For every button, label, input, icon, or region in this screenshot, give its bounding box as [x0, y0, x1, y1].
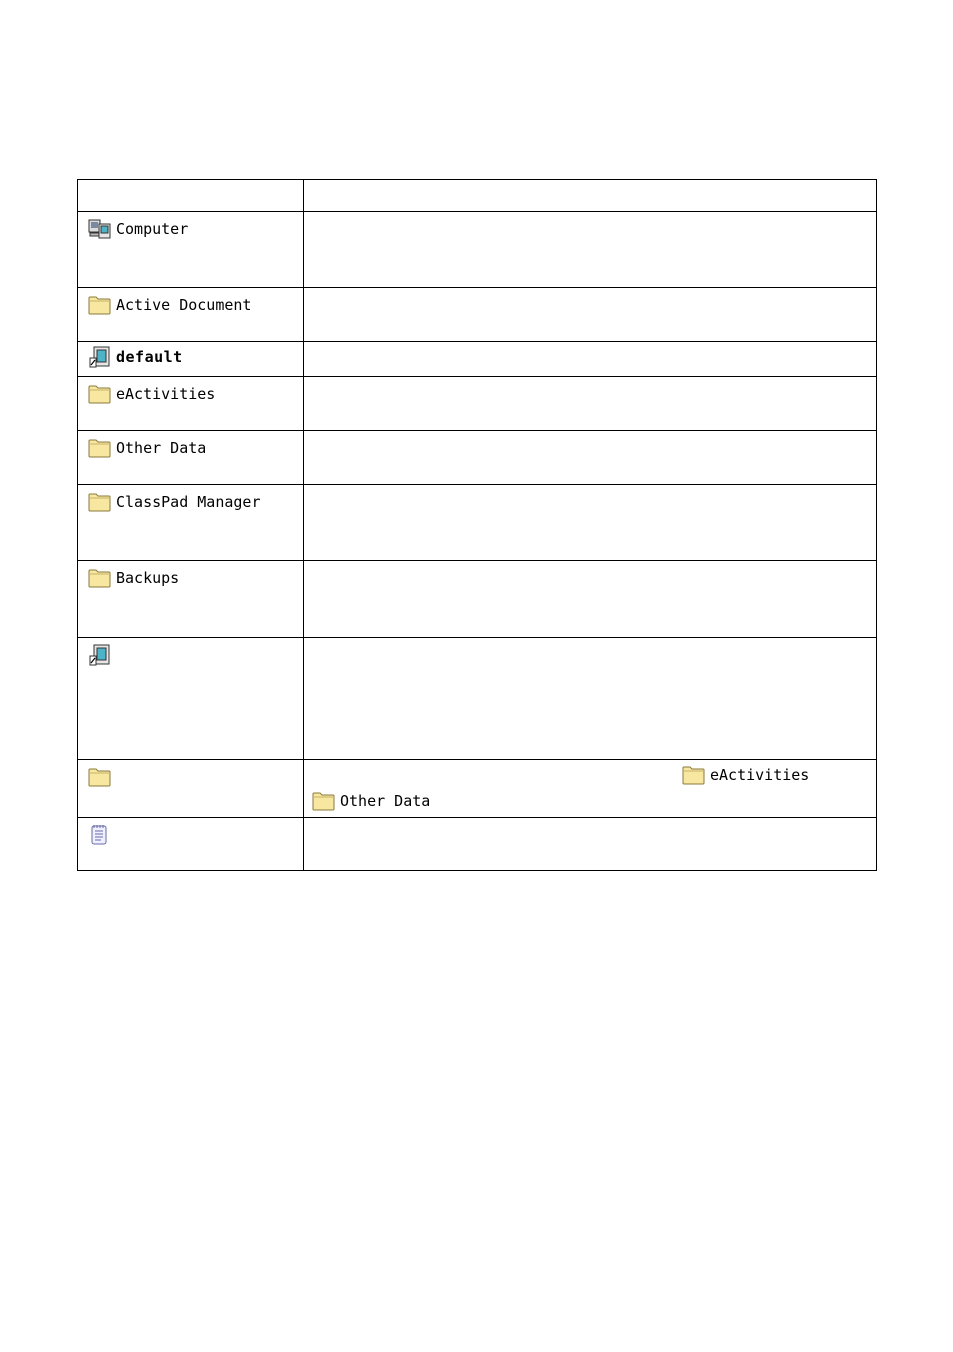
computer-icon — [88, 218, 112, 240]
description-cell — [304, 818, 876, 870]
folder-structure-table — [77, 179, 877, 871]
notepad-icon — [88, 824, 112, 846]
description-cell — [304, 212, 876, 287]
table-row — [78, 287, 876, 341]
folder-label: Other Data — [116, 439, 207, 457]
folder-cell[interactable] — [78, 760, 304, 817]
folder-icon — [88, 567, 112, 589]
classpad-document-icon — [88, 346, 112, 368]
folder-cell[interactable] — [78, 288, 304, 341]
folder-label: Active Document — [116, 296, 252, 314]
eactivities-reference: eActivities — [682, 764, 809, 786]
description-cell — [304, 342, 876, 376]
other-data-reference: Other Data — [312, 790, 430, 812]
folder-icon — [88, 437, 112, 459]
table-row — [78, 560, 876, 637]
folder-cell[interactable] — [78, 342, 304, 376]
table-row — [78, 637, 876, 759]
folder-label: ClassPad Manager — [116, 493, 261, 511]
folder-icon — [88, 766, 112, 788]
table-header-row — [78, 180, 876, 211]
folder-cell[interactable] — [78, 638, 304, 759]
description-cell — [304, 760, 876, 817]
description-cell — [304, 638, 876, 759]
description-cell — [304, 485, 876, 560]
folder-label: Computer — [116, 220, 189, 238]
folder-icon — [88, 491, 112, 513]
folder-icon — [88, 294, 112, 316]
table-row — [78, 759, 876, 817]
folder-cell[interactable] — [78, 377, 304, 430]
folder-cell[interactable] — [78, 485, 304, 560]
table-row — [78, 341, 876, 376]
header-cell-1 — [78, 180, 304, 211]
folder-label: eActivities — [116, 385, 216, 403]
folder-label: default — [116, 348, 183, 366]
table-row — [78, 376, 876, 430]
description-cell — [304, 561, 876, 637]
header-cell-2 — [304, 180, 876, 211]
folder-cell[interactable] — [78, 431, 304, 484]
folder-cell[interactable] — [78, 212, 304, 287]
description-cell — [304, 431, 876, 484]
folder-cell[interactable] — [78, 818, 304, 870]
classpad-document-icon — [88, 644, 112, 666]
folder-cell[interactable] — [78, 561, 304, 637]
table-row — [78, 211, 876, 287]
description-cell — [304, 288, 876, 341]
folder-label: Backups — [116, 569, 180, 587]
table-row — [78, 430, 876, 484]
folder-icon — [682, 764, 706, 786]
table-row — [78, 817, 876, 870]
description-cell — [304, 377, 876, 430]
table-row — [78, 484, 876, 560]
folder-icon — [88, 383, 112, 405]
folder-icon — [312, 790, 336, 812]
